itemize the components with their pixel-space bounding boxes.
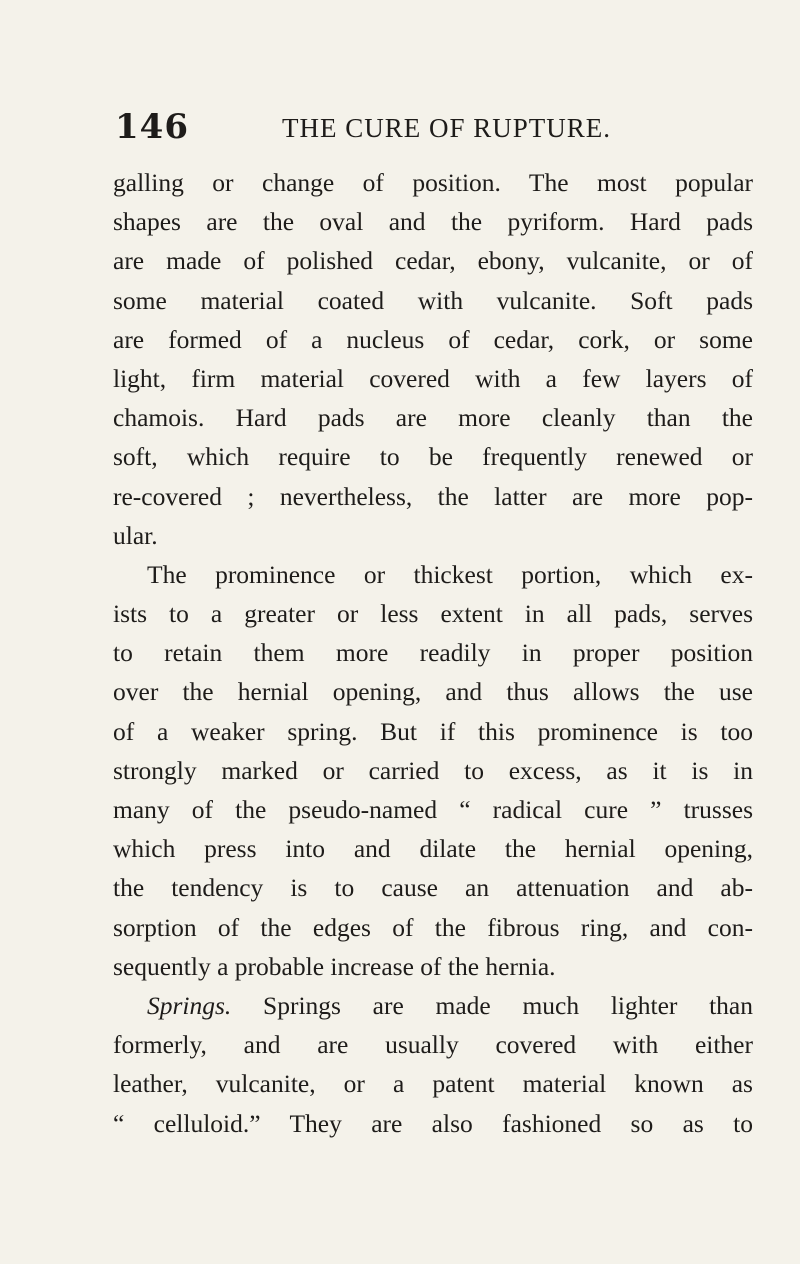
text-line: are formed of a nucleus of cedar, cork, or some bbox=[113, 324, 753, 354]
paragraph-first-line: The prominence or thickest portion, which ex- bbox=[147, 559, 753, 589]
text-line: leather, vulcanite, or a patent material known as bbox=[113, 1069, 753, 1099]
text-line: are made of polished cedar, ebony, vulcanite, or of bbox=[113, 246, 753, 276]
text-line: strongly marked or carried to excess, as it is in bbox=[113, 755, 753, 785]
text-line: some material coated with vulcanite. Soft pads bbox=[113, 285, 753, 315]
text-line: sequently a probable increase of the hernia. bbox=[113, 951, 556, 981]
text-line: which press into and dilate the hernial opening, bbox=[113, 834, 753, 864]
text-line: ists to a greater or less extent in all pads, serves bbox=[113, 599, 753, 629]
page-header bbox=[115, 107, 755, 157]
text-line: the tendency is to cause an attenuation and ab- bbox=[113, 873, 753, 903]
text-line: re-covered ; nevertheless, the latter are more pop- bbox=[113, 481, 753, 511]
text-line: soft, which require to be frequently renewed or bbox=[113, 442, 753, 472]
text-line: formerly, and are usually covered with either bbox=[113, 1030, 753, 1060]
text-line: sorption of the edges of the fibrous ring, and con- bbox=[113, 912, 753, 942]
page-number: 146 bbox=[115, 107, 189, 147]
text-line: to retain them more readily in proper position bbox=[113, 638, 753, 668]
springs-heading: Springs. bbox=[147, 990, 232, 1020]
text-line: galling or change of position. The most popular bbox=[113, 168, 753, 197]
body-text bbox=[113, 163, 753, 1143]
text-line: light, firm material covered with a few layers of bbox=[113, 363, 753, 393]
running-title: THE CURE OF RUPTURE. bbox=[282, 113, 612, 143]
paragraph-first-line bbox=[113, 986, 753, 1025]
text-line: of a weaker spring. But if this prominence is too bbox=[113, 716, 753, 746]
text-line: many of the pseudo-named “ radical cure ” trusses bbox=[113, 795, 753, 824]
text-line: shapes are the oval and the pyriform. Hard pads bbox=[113, 207, 753, 237]
text-line: ular. bbox=[113, 520, 158, 550]
text-line: “ celluloid.” They are also fashioned so as to bbox=[113, 1108, 753, 1138]
springs-line-text: Springs are made much lighter than bbox=[263, 990, 753, 1020]
text-line: over the hernial opening, and thus allows the use bbox=[113, 677, 753, 707]
text-line: chamois. Hard pads are more cleanly than the bbox=[113, 403, 753, 433]
